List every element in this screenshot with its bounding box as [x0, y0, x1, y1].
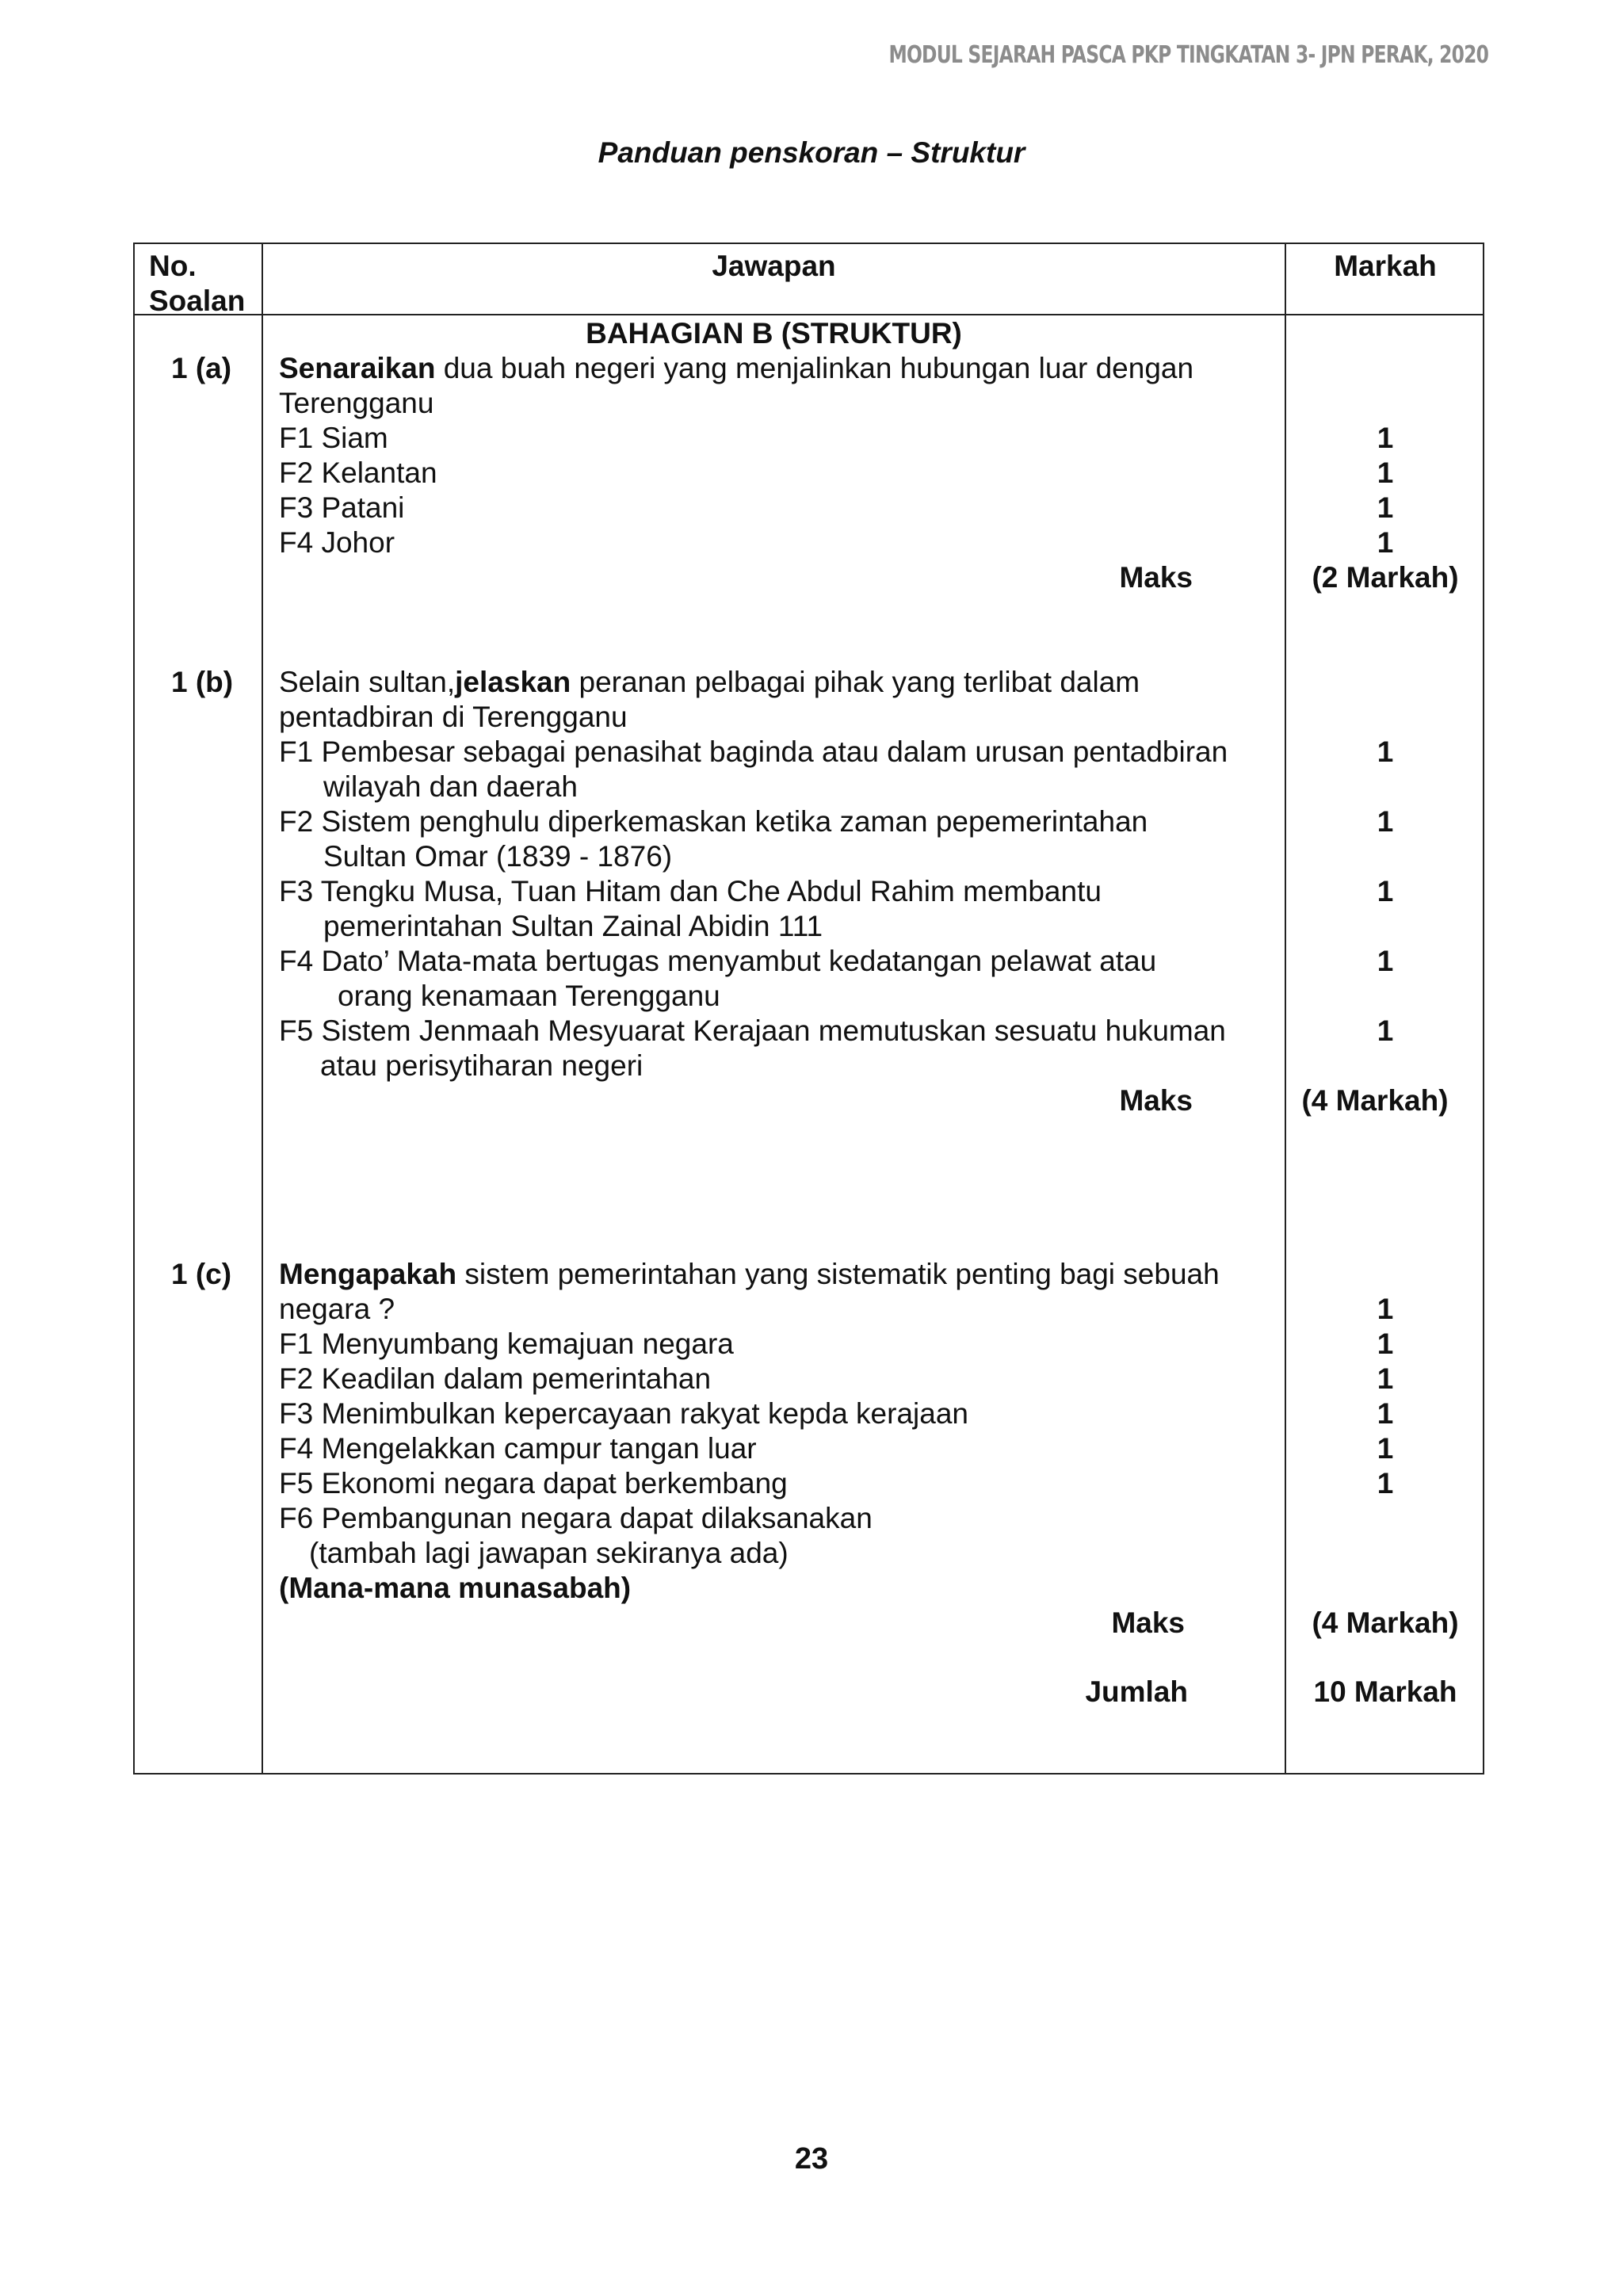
answer-point: F3 Patani [279, 491, 405, 524]
mark-value: 1 [1377, 1014, 1394, 1047]
extra-note: (tambah lagi jawapan sekiranya ada) [309, 1537, 789, 1569]
question-1b-keyword: jelaskan [455, 666, 571, 698]
answer-point-cont: wilayah dan daerah [323, 770, 578, 803]
header-markah: Markah [1334, 250, 1437, 282]
question-1c-text [279, 1257, 1220, 1292]
scoring-table [133, 243, 1484, 1775]
answer-point: F1 Siam [279, 422, 388, 454]
answer-point: F1 Pembesar sebagai penasihat baginda atau dalam urusan pentadbiran [279, 735, 1228, 768]
reasonable-note: (Mana-mana munasabah) [279, 1572, 632, 1604]
maks-value-1c: (4 Markah) [1312, 1606, 1459, 1639]
question-1b-rest: peranan pelbagai pihak yang terlibat dalam [571, 666, 1140, 698]
question-1c-keyword: Mengapakah [279, 1258, 457, 1290]
column-divider-1 [262, 244, 263, 1773]
mark-value: 1 [1377, 526, 1394, 559]
answer-point: F4 Mengelakkan campur tangan luar [279, 1432, 757, 1465]
answer-point: F2 Kelantan [279, 457, 437, 489]
question-1c-rest: sistem pemerintahan yang sistematik penting bagi sebuah [456, 1258, 1220, 1290]
mark-value: 1 [1377, 422, 1394, 454]
answer-point: F3 Tengku Musa, Tuan Hitam dan Che Abdul Rahim membantu [279, 875, 1102, 907]
mark-value: 1 [1377, 491, 1394, 524]
question-1c-cont: negara ? [279, 1293, 395, 1325]
answer-point: F4 Johor [279, 526, 395, 559]
mark-value: 1 [1377, 1293, 1394, 1325]
mark-value: 1 [1377, 735, 1394, 768]
mark-value: 1 [1377, 1432, 1394, 1465]
header-soalan: Soalan [149, 285, 246, 317]
maks-label-1a: Maks [1119, 561, 1193, 594]
header-jawapan: Jawapan [712, 250, 836, 282]
mark-value: 1 [1377, 875, 1394, 907]
mark-value: 1 [1377, 1467, 1394, 1499]
answer-point-cont: pemerintahan Sultan Zainal Abidin 111 [323, 910, 823, 942]
question-1a-cont: Terengganu [279, 387, 434, 419]
answer-point: F3 Menimbulkan kepercayaan rakyat kepda kerajaan [279, 1397, 968, 1430]
header-no: No. [149, 250, 197, 282]
answer-point: F2 Sistem penghulu diperkemaskan ketika zaman pepemerintahan [279, 805, 1148, 838]
section-title: BAHAGIAN B (STRUKTUR) [586, 317, 962, 350]
answer-point-cont: atau perisytiharan negeri [320, 1049, 643, 1082]
page-header: MODUL SEJARAH PASCA PKP TINGKATAN 3- JPN PERAK, 2020 [888, 41, 1488, 69]
maks-value-1b: (4 Markah) [1301, 1084, 1449, 1117]
maks-value-1a: (2 Markah) [1312, 561, 1459, 594]
mark-value: 1 [1377, 1362, 1394, 1395]
question-1b-pre: Selain sultan, [279, 666, 456, 698]
answer-point: F4 Dato’ Mata-mata bertugas menyambut kedatangan pelawat atau [279, 945, 1157, 977]
question-1a-rest: dua buah negeri yang menjalinkan hubungan luar dengan [435, 352, 1194, 384]
maks-label-1c: Maks [1111, 1606, 1185, 1639]
mark-value: 1 [1377, 1328, 1394, 1360]
page-number: 23 [794, 2142, 829, 2176]
question-number-1b: 1 (b) [171, 666, 234, 698]
mark-value: 1 [1377, 945, 1394, 977]
question-1a-keyword: Senaraikan [279, 352, 436, 384]
question-1b-text [279, 665, 1140, 700]
answer-point: F5 Sistem Jenmaah Mesyuarat Kerajaan memutuskan sesuatu hukuman [279, 1014, 1226, 1047]
question-number-1c: 1 (c) [171, 1258, 232, 1290]
document-title: Panduan penskoran – Struktur [598, 136, 1025, 169]
jumlah-label: Jumlah [1085, 1675, 1188, 1708]
mark-value: 1 [1377, 457, 1394, 489]
answer-point-cont: Sultan Omar (1839 - 1876) [323, 840, 673, 873]
question-number-1a: 1 (a) [171, 352, 232, 384]
answer-point-cont: orang kenamaan Terengganu [338, 980, 720, 1012]
answer-point: F5 Ekonomi negara dapat berkembang [279, 1467, 788, 1499]
mark-value: 1 [1377, 805, 1394, 838]
question-1b-cont: pentadbiran di Terengganu [279, 701, 628, 733]
header-divider [135, 314, 1483, 315]
question-1a-text [279, 351, 1193, 386]
jumlah-value: 10 Markah [1313, 1675, 1457, 1708]
answer-point: F2 Keadilan dalam pemerintahan [279, 1362, 712, 1395]
answer-point: F6 Pembangunan negara dapat dilaksanakan [279, 1502, 873, 1534]
answer-point: F1 Menyumbang kemajuan negara [279, 1328, 734, 1360]
mark-value: 1 [1377, 1397, 1394, 1430]
maks-label-1b: Maks [1119, 1084, 1193, 1117]
